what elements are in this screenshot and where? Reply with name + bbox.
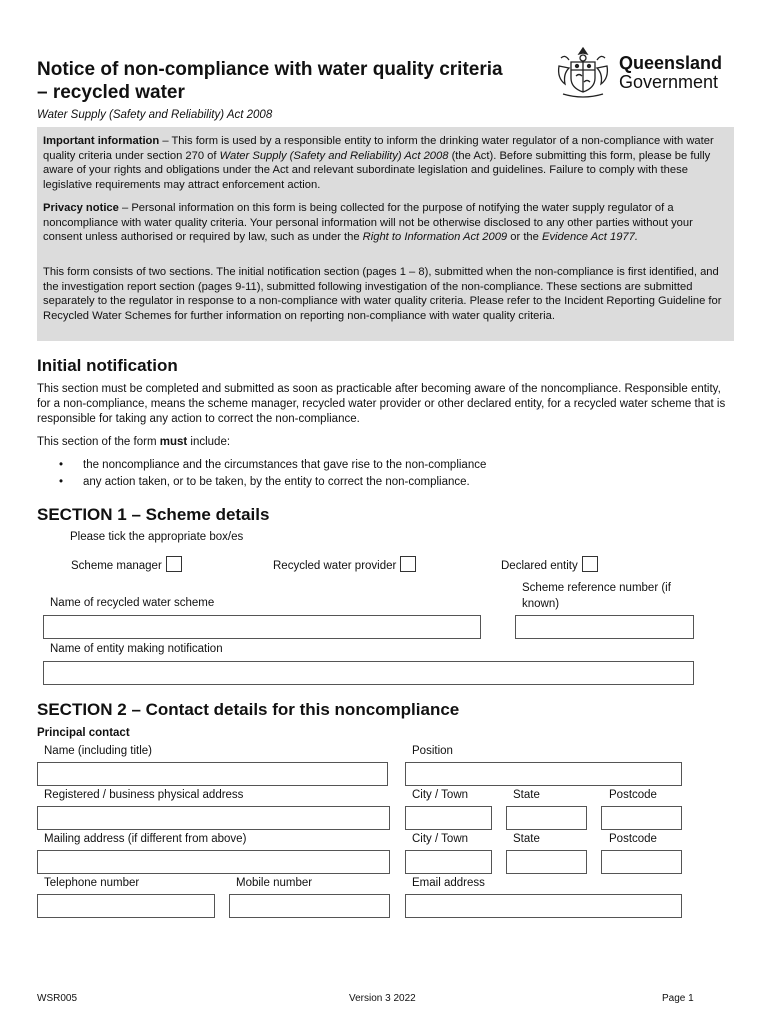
- page-title: Notice of non-compliance with water quality criteria – recycled water: [37, 59, 503, 103]
- coat-of-arms-icon: [553, 44, 613, 100]
- form-code: WSR005: [37, 993, 78, 1004]
- must-include-text: This section of the form must include:: [37, 436, 231, 448]
- logo-line1: Queensland: [619, 53, 723, 73]
- position-input[interactable]: [405, 762, 682, 786]
- tick-prompt: Please tick the appropriate box/es: [70, 531, 244, 543]
- mailing-postcode-input[interactable]: [601, 850, 682, 874]
- postcode-input[interactable]: [601, 806, 682, 830]
- section1-heading: SECTION 1 – Scheme details: [37, 505, 270, 524]
- telephone-input[interactable]: [37, 894, 215, 918]
- postcode-label: Postcode: [609, 789, 657, 801]
- scheme-name-label: Name of recycled water scheme: [50, 597, 215, 609]
- declared-entity-checkbox[interactable]: [582, 556, 598, 572]
- city-input[interactable]: [405, 806, 492, 830]
- mailing-state-label: State: [513, 833, 540, 845]
- version-label: Version 3 2022: [349, 993, 416, 1004]
- recycled-water-provider-checkbox[interactable]: [400, 556, 416, 572]
- email-label: Email address: [412, 877, 485, 889]
- address-label: Registered / business physical address: [44, 789, 244, 801]
- list-item: • any action taken, or to be taken, by the entity to correct the non-compliance.: [37, 474, 727, 491]
- recycled-water-provider-option[interactable]: [273, 556, 416, 572]
- privacy-notice: Privacy notice – Personal information on this form is being collected for the purpose of notifying the water supply regulator of a noncompliance with water quality criteria. Your personal information will not be otherwise disclosed to any other parties without your consent unless authorised or required by law, such as under the Right to Information Act 2009 or the Evidence Act 1977.: [43, 202, 693, 244]
- telephone-label: Telephone number: [44, 877, 140, 889]
- queensland-government-logo: [553, 44, 728, 100]
- information-box: [37, 127, 734, 341]
- state-label: State: [513, 789, 540, 801]
- mobile-input[interactable]: [229, 894, 390, 918]
- initial-notification-heading: Initial notification: [37, 356, 178, 375]
- name-label: Name (including title): [44, 745, 153, 757]
- form-sections-note: This form consists of two sections. The initial notification section (pages 1 – 8), submitted when the non-compliance is first identified, and the investigation report section (pages 9-11), submitted following investigation of the non-compliance. These sections are submitted separately to the regulator in response to a non-compliance with water quality criteria. Please refer to the Incident Reporting Guideline for Recycled Water Schemes for further information on reporting non-compliance with water quality criteria.: [43, 266, 722, 322]
- scheme-manager-label: Scheme manager: [71, 560, 162, 572]
- scheme-name-input[interactable]: [43, 615, 481, 639]
- position-label: Position: [412, 745, 453, 757]
- act-subtitle: Water Supply (Safety and Reliability) Act 2008: [37, 109, 273, 121]
- requirements-list: [37, 457, 727, 490]
- mailing-city-input[interactable]: [405, 850, 492, 874]
- initial-notification-text: This section must be completed and submitted as soon as practicable after becoming aware of the noncompliance. Responsible entity, for a non-compliance, means the scheme manager, recycled water provider or other declared entity, for a recycled water scheme that is responsible for taking any action to correct the non-compliance.: [37, 383, 726, 426]
- mobile-label: Mobile number: [236, 877, 313, 889]
- principal-contact-heading: Principal contact: [37, 727, 130, 739]
- mailing-address-label: Mailing address (if different from above): [44, 833, 247, 845]
- recycled-water-provider-label: Recycled water provider: [273, 560, 397, 572]
- scheme-reference-input[interactable]: [515, 615, 694, 639]
- address-input[interactable]: [37, 806, 390, 830]
- scheme-manager-checkbox[interactable]: [166, 556, 182, 572]
- scheme-reference-label: Scheme reference number (if known): [522, 582, 671, 610]
- page-number: Page 1: [662, 993, 694, 1004]
- mailing-postcode-label: Postcode: [609, 833, 657, 845]
- state-input[interactable]: [506, 806, 587, 830]
- name-input[interactable]: [37, 762, 388, 786]
- city-label: City / Town: [412, 789, 469, 801]
- mailing-address-input[interactable]: [37, 850, 390, 874]
- entity-name-input[interactable]: [43, 661, 694, 685]
- scheme-manager-option[interactable]: [71, 556, 182, 572]
- mailing-city-label: City / Town: [412, 833, 469, 845]
- important-information: Important information – This form is used by a responsible entity to inform the drinking water regulator of a non-compliance with water quality criteria under section 270 of Water Supply (Safety and Reliability) Act 2008 (the Act). Before submitting this form, please be fully aware of your rights and obligations under the Act and relevant subordinate legislation and guidelines. Failure to comply with these legislative requirements may attract enforcement action.: [43, 135, 714, 191]
- declared-entity-label: Declared entity: [501, 560, 578, 572]
- email-input[interactable]: [405, 894, 682, 918]
- declared-entity-option[interactable]: [501, 556, 598, 572]
- list-item: • the noncompliance and the circumstances that gave rise to the non-compliance: [37, 457, 727, 474]
- section2-heading: SECTION 2 – Contact details for this noncompliance: [37, 700, 460, 719]
- logo-line2: Government: [619, 72, 719, 92]
- mailing-state-input[interactable]: [506, 850, 587, 874]
- entity-name-label: Name of entity making notification: [50, 643, 223, 655]
